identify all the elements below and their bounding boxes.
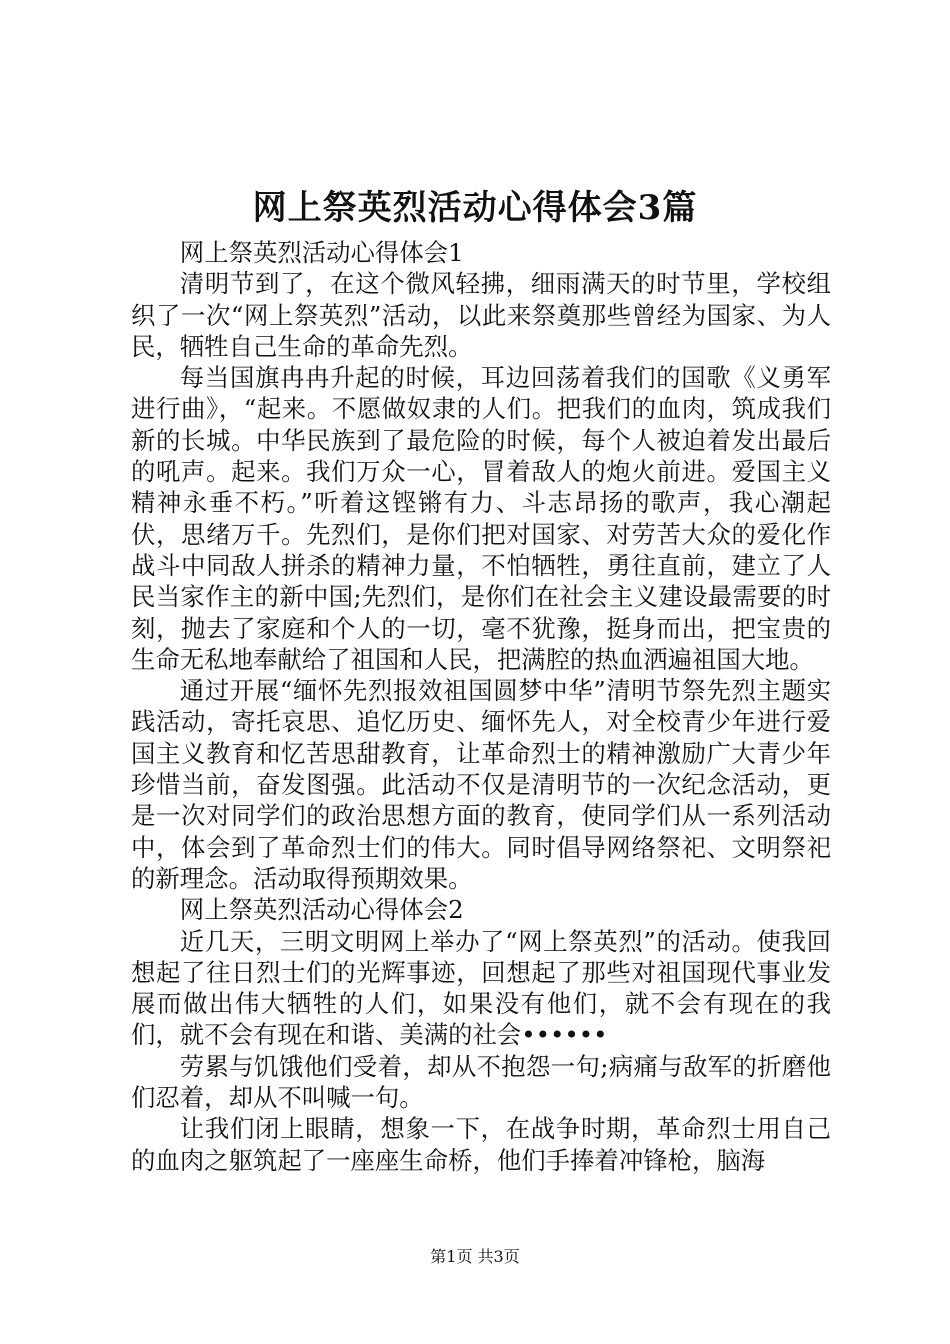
- body-paragraph: 劳累与饥饿他们受着，却从不抱怨一句;病痛与敌军的折磨他们忍着，却从不叫喊一句。: [131, 1051, 831, 1113]
- body-paragraph: 近几天，三明文明网上举办了“网上祭英烈”的活动。使我回想起了往日烈士们的光辉事迹，回想起了那些对祖国现代事业发展而做出伟大牺牲的人们，如果没有他们，就不会有现在的我们，就不会有现在和谐、美满的社会••••••: [131, 926, 831, 1050]
- body-paragraph: 通过开展“缅怀先烈报效祖国圆梦中华”清明节祭先烈主题实践活动，寄托哀思、追忆历史、缅怀先人，对全校青少年进行爱国主义教育和忆苦思甜教育，让革命烈士的精神激励广大青少年珍惜当前，奋发图强。此活动不仅是清明节的一次纪念活动，更是一次对同学们的政治思想方面的教育，使同学们从一系列活动中，体会到了革命烈士们的伟大。同时倡导网络祭祀、文明祭祀的新理念。活动取得预期效果。: [131, 676, 831, 893]
- body-paragraph: 每当国旗冉冉升起的时候，耳边回荡着我们的国歌《义勇军进行曲》，“起来。不愿做奴隶的人们。把我们的血肉，筑成我们新的长城。中华民族到了最危险的时候，每个人被迫着发出最后的吼声。起来。我们万众一心，冒着敌人的炮火前进。爱国主义精神永垂不朽。”听着这铿锵有力、斗志昂扬的歌声，我心潮起伏，思绪万千。先烈们，是你们把对国家、对劳苦大众的爱化作战斗中同敌人拼杀的精神力量，不怕牺牲，勇往直前，建立了人民当家作主的新中国;先烈们，是你们在社会主义建设最需要的时刻，抛去了家庭和个人的一切，毫不犹豫，挺身而出，把宝贵的生命无私地奉献给了祖国和人民，把满腔的热血洒遍祖国大地。: [131, 363, 831, 674]
- body-paragraph: 让我们闭上眼睛，想象一下，在战争时期，革命烈士用自己的血肉之躯筑起了一座座生命桥，他们手捧着冲锋枪，脑海: [131, 1114, 831, 1175]
- document-body: [131, 237, 831, 1176]
- document-title: 网上祭英烈活动心得体会3篇: [252, 188, 698, 228]
- section-heading-2: 网上祭英烈活动心得体会2: [179, 895, 464, 925]
- page-number-footer: 第1页 共3页: [430, 1247, 520, 1266]
- body-paragraph: 清明节到了，在这个微风轻拂，细雨满天的时节里，学校组织了一次“网上祭英烈”活动，以此来祭奠那些曾经为国家、为人民，牺牲自己生命的革命先烈。: [131, 269, 831, 361]
- section-heading-1: 网上祭英烈活动心得体会1: [179, 238, 464, 267]
